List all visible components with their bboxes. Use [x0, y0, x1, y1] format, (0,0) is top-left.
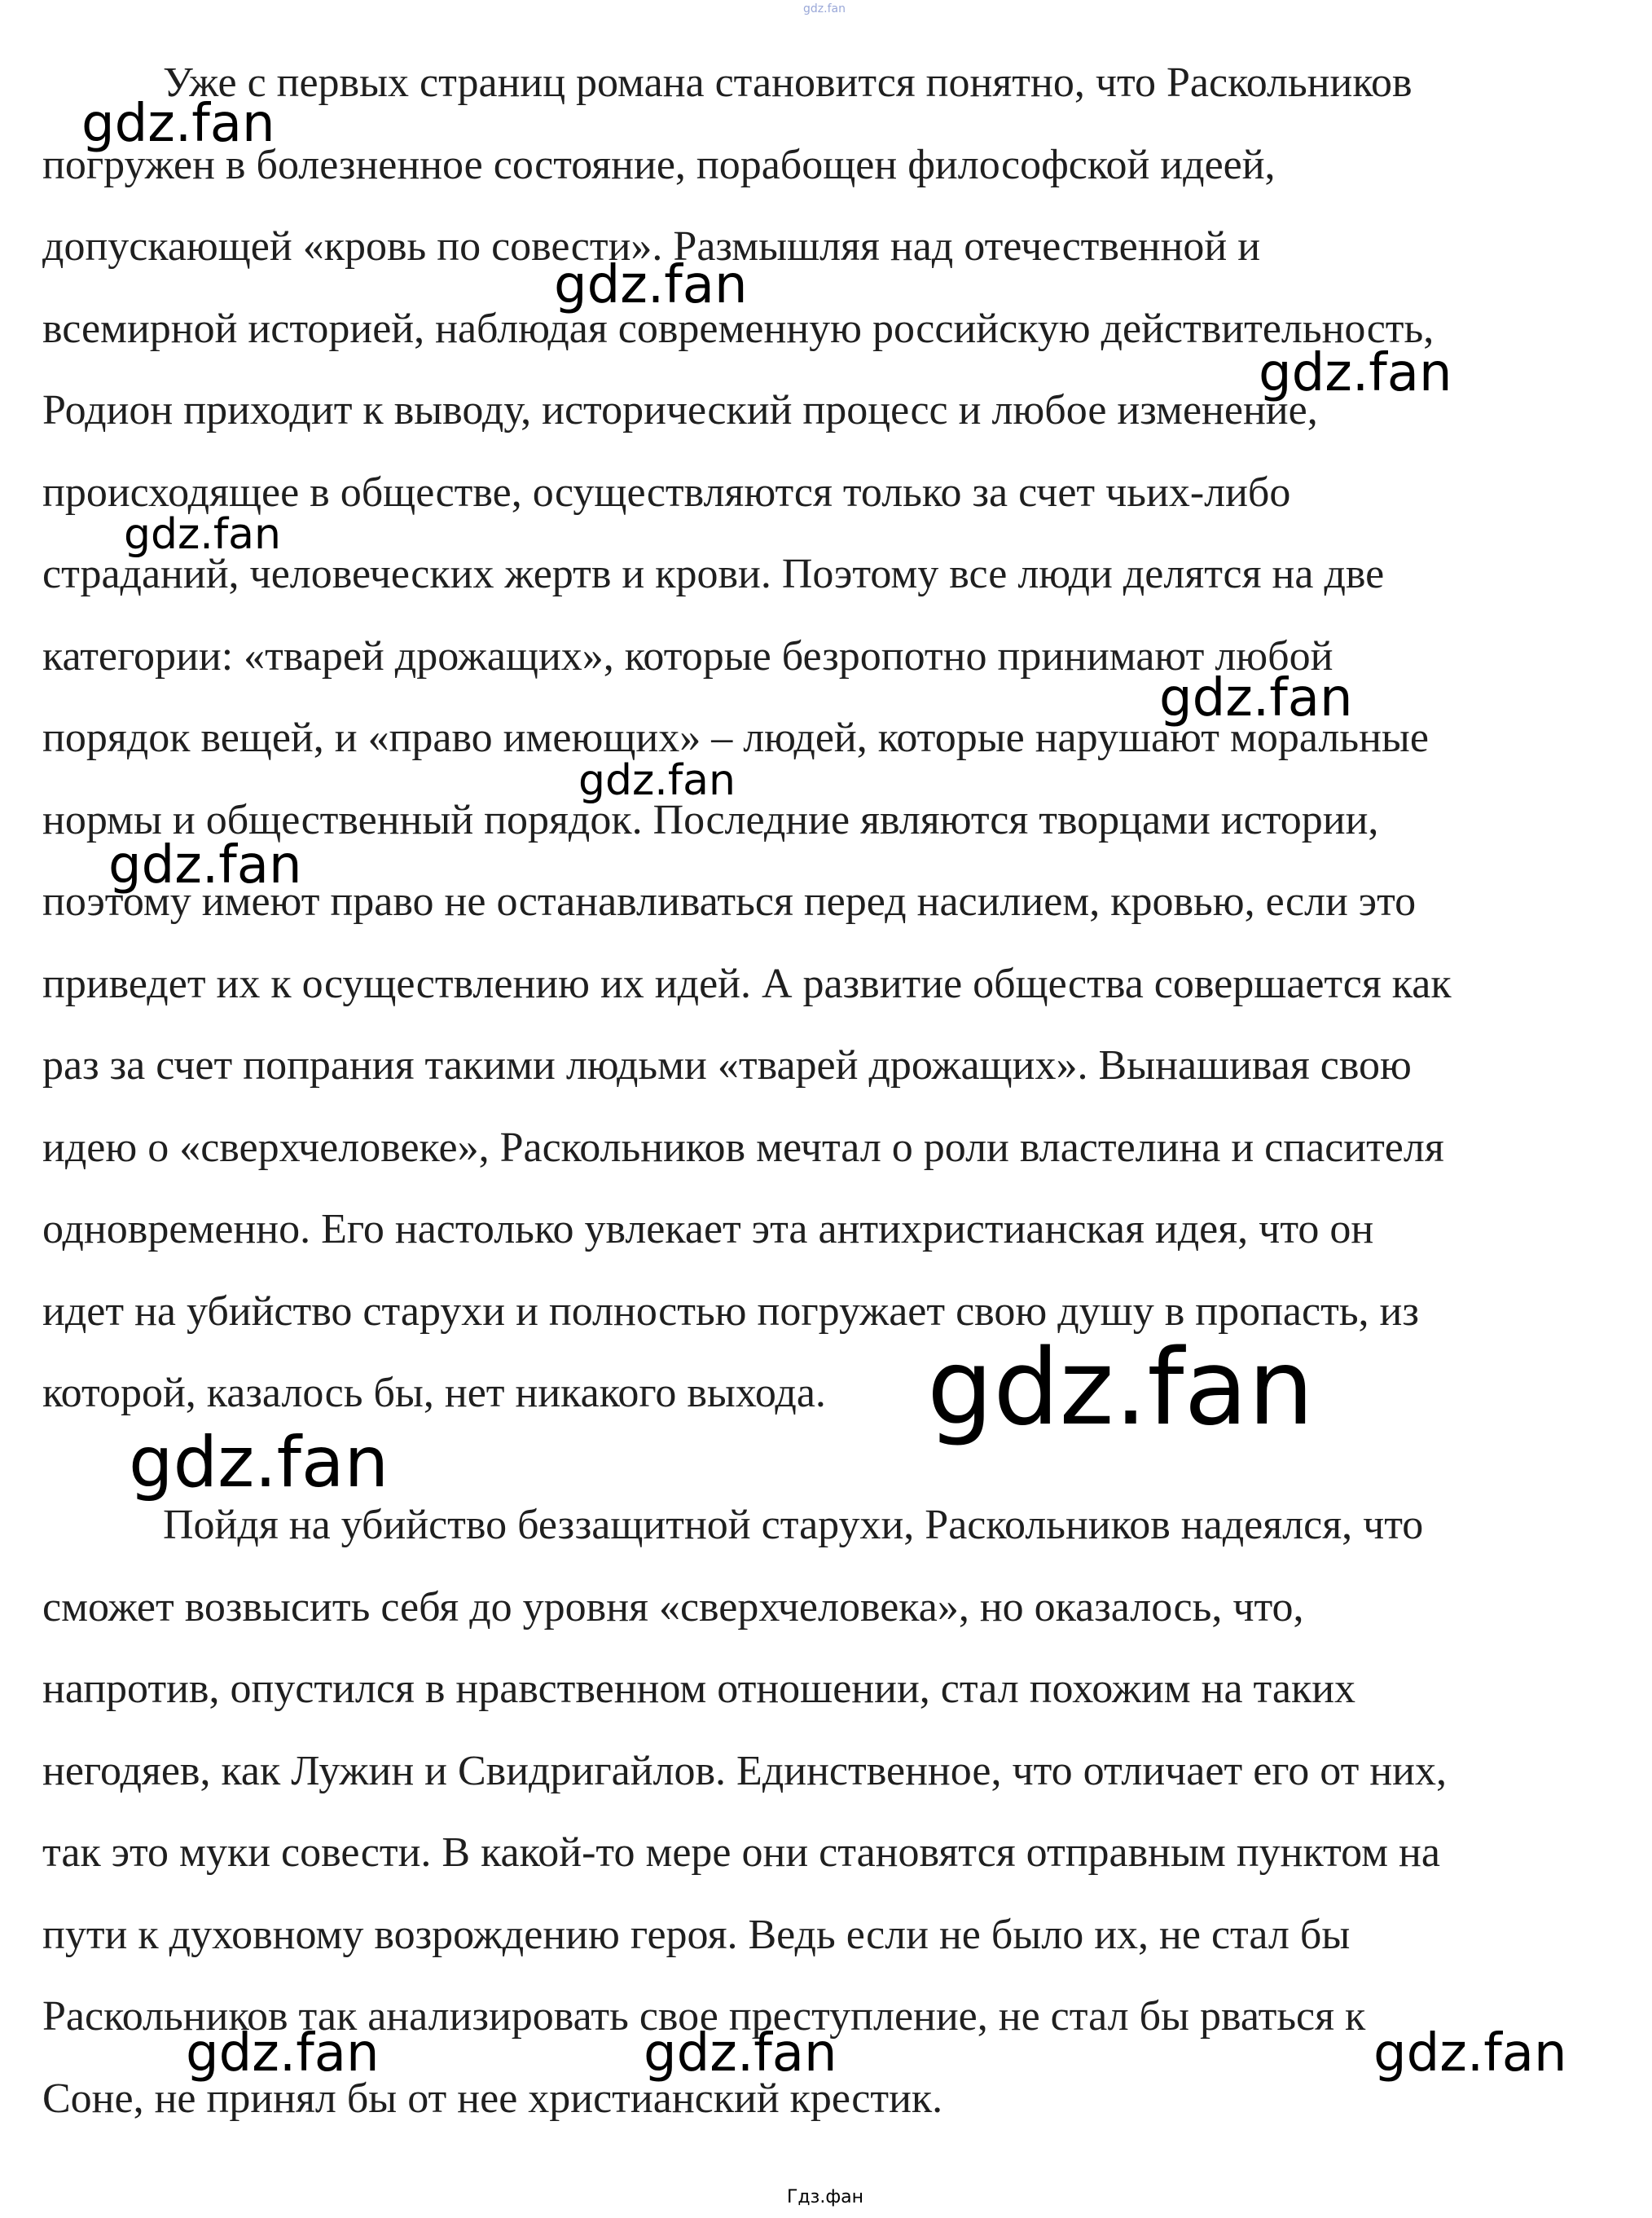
- text-line: негодяев, как Лужин и Свидригайлов. Единственное, что отличает его от них,: [42, 1748, 1447, 1794]
- text-line: так это муки совести. В какой-то мере они становятся отправным пунктом на: [42, 1829, 1440, 1876]
- text-line: погружен в болезненное состояние, порабощен философской идеей,: [42, 142, 1276, 188]
- watermark: gdz.fan: [578, 756, 736, 805]
- text-line: Уже с первых страниц романа становится понятно, что Раскольников: [163, 59, 1413, 106]
- text-line: идет на убийство старухи и полностью погружает свою душу в пропасть, из: [42, 1288, 1419, 1335]
- text-line: допускающей «кровь по совести». Размышляя над отечественной и: [42, 223, 1261, 270]
- text-line: всемирной историей, наблюдая современную российскую действительность,: [42, 306, 1435, 352]
- text-line: одновременно. Его настолько увлекает эта антихристианская идея, что он: [42, 1206, 1374, 1252]
- text-line: раз за счет попрания такими людьми «тварей дрожащих». Вынашивая свою: [42, 1042, 1412, 1089]
- watermark: gdz.fan: [108, 835, 302, 896]
- text-line: Родион приходит к выводу, исторический процесс и любое изменение,: [42, 387, 1318, 433]
- text-line: пути к духовному возрождению героя. Ведь если не было их, не стал бы: [42, 1912, 1351, 1958]
- text-line: происходящее в обществе, осуществляются только за счет чьих-либо: [42, 469, 1291, 516]
- watermark: gdz.fan: [129, 1422, 389, 1503]
- page-footer: Гдз.фан: [787, 2187, 863, 2207]
- text-line: которой, казалось бы, нет никакого выхода.: [42, 1370, 826, 1416]
- text-line: сможет возвысить себя до уровня «сверхчеловека», но оказалось, что,: [42, 1584, 1304, 1630]
- text-line: Раскольников так анализировать свое преступление, не стал бы рваться к: [42, 1993, 1366, 2040]
- text-line: приведет их к осуществлению их идей. А развитие общества совершается как: [42, 961, 1452, 1007]
- watermark: gdz.fan: [554, 255, 748, 315]
- watermark: gdz.fan: [1373, 2023, 1567, 2084]
- watermark: gdz.fan: [644, 2023, 837, 2084]
- text-line: категории: «тварей дрожащих», которые безропотно принимают любой: [42, 633, 1333, 680]
- text-line: нормы и общественный порядок. Последние являются творцами истории,: [42, 797, 1379, 843]
- text-line: страданий, человеческих жертв и крови. Поэтому все люди делятся на две: [42, 551, 1385, 597]
- watermark: gdz.fan: [124, 510, 281, 559]
- text-line: порядок вещей, и «право имеющих» – людей, которые нарушают моральные: [42, 715, 1429, 761]
- text-line: Соне, не принял бы от нее христианский крестик.: [42, 2075, 943, 2122]
- watermark: gdz.fan: [1259, 343, 1452, 403]
- text-line: поэтому имеют право не останавливаться перед насилием, кровью, если это: [42, 878, 1417, 925]
- header-watermark: gdz.fan: [803, 2, 846, 15]
- watermark: gdz.fan: [927, 1327, 1314, 1449]
- watermark: gdz.fan: [1159, 668, 1353, 728]
- watermark: gdz.fan: [186, 2023, 380, 2084]
- text-line: напротив, опустился в нравственном отношении, стал похожим на таких: [42, 1666, 1356, 1712]
- text-line: идею о «сверхчеловеке», Раскольников мечтал о роли властелина и спасителя: [42, 1124, 1444, 1171]
- text-line: Пойдя на убийство беззащитной старухи, Раскольников надеялся, что: [163, 1502, 1424, 1548]
- watermark: gdz.fan: [81, 94, 275, 154]
